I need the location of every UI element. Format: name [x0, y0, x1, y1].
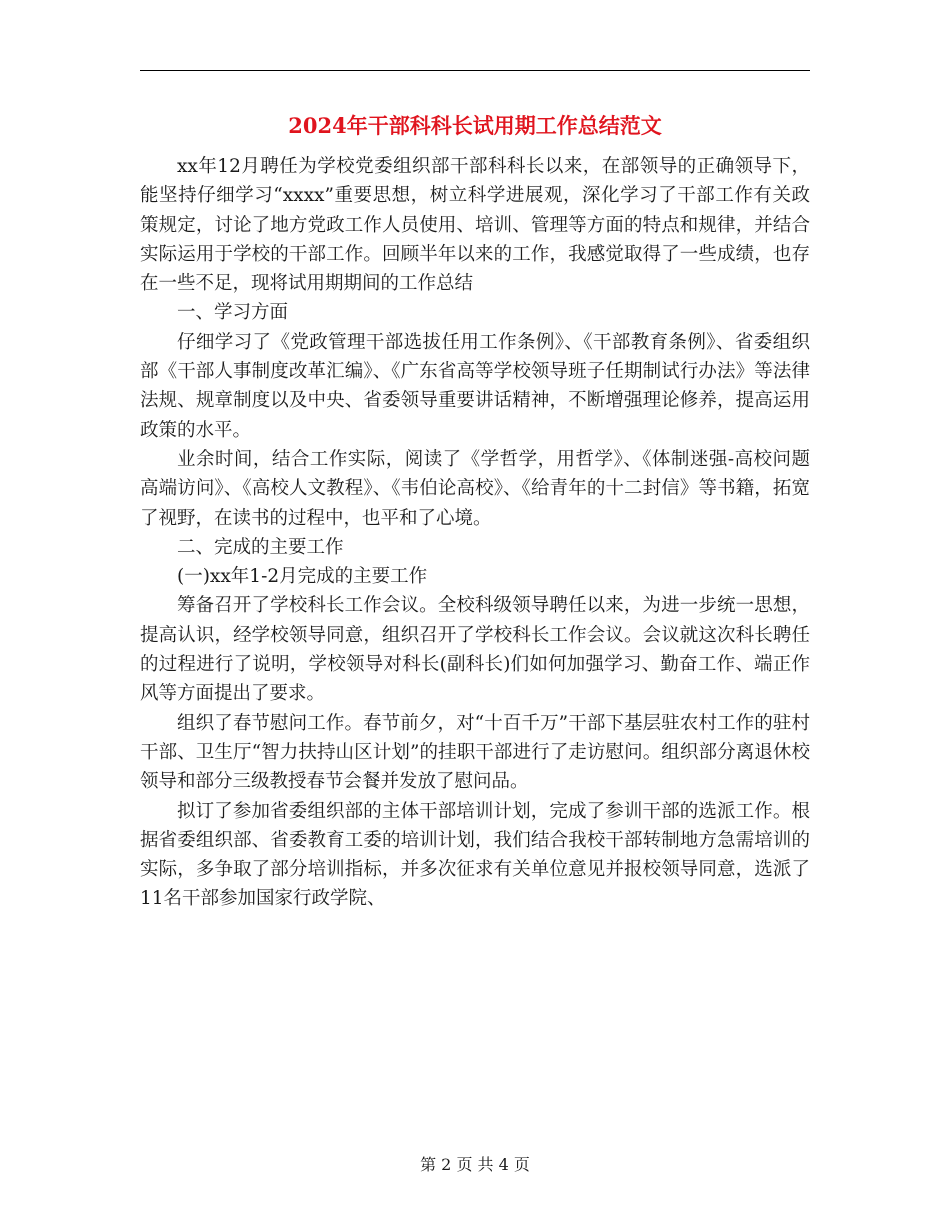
paragraph-study-regulations: 仔细学习了《党政管理干部选拔任用工作条例》、《干部教育条例》、省委组织部《干部人事制度改革汇编》、《广东省高等学校领导班子任期制试行办法》等法律法规、规章制度以及中央、省委领导重要讲话精神，不断增强理论修养，提高运用政策的水平。	[140, 331, 810, 441]
subsection-heading-jan-feb: (一)xx年1-2月完成的主要工作	[177, 566, 428, 588]
paragraph-spring-festival-visit: 组织了春节慰问工作。春节前夕，对“十百千万”干部下基层驻农村工作的驻村干部、卫生厅“智力扶持山区计划”的挂职干部进行了走访慰问。组织部分离退休校领导和部分三级教授春节会餐并发放了慰问品。	[140, 712, 810, 793]
paragraph-training-plan: 拟订了参加省委组织部的主体干部培训计划，完成了参训干部的选派工作。根据省委组织部、省委教育工委的培训计划，我们结合我校干部转制地方急需培训的实际，多争取了部分培训指标，并多次征求有关单位意见并报校领导同意，选派了11名干部参加国家行政学院、	[140, 800, 810, 910]
paragraph-section-chief-meeting: 筹备召开了学校科长工作会议。全校科级领导聘任以来，为进一步统一思想，提高认识，经学校领导同意，组织召开了学校科长工作会议。会议就这次科长聘任的过程进行了说明，学校领导对科长(副科长)们如何加强学习、勤奋工作、端正作风等方面提出了要求。	[140, 595, 810, 705]
page-footer: 第 2 页 共 4 页	[420, 1155, 530, 1174]
section-heading-study: 一、学习方面	[177, 302, 289, 324]
paragraph-intro: xx年12月聘任为学校党委组织部干部科科长以来，在部领导的正确领导下，能坚持仔细学习“xxxx”重要思想，树立科学进展观，深化学习了干部工作有关政策规定，讨论了地方党政工作人员使用、培训、管理等方面的特点和规律，并结合实际运用于学校的干部工作。回顾半年以来的工作，我感觉取得了一些成绩，也存在一些不足，现将试用期期间的工作总结	[140, 156, 810, 295]
section-heading-main-work: 二、完成的主要工作	[177, 536, 344, 558]
paragraph-study-reading: 业余时间，结合工作实际，阅读了《学哲学，用哲学》、《体制迷强-高校问题高端访问》、《高校人文教程》、《韦伯论高校》、《给青年的十二封信》等书籍，拓宽了视野，在读书的过程中，也平和了心境。	[140, 448, 810, 529]
header-rule	[140, 70, 810, 71]
document-title: 2024年干部科科长试用期工作总结范文	[288, 113, 662, 138]
document-body	[140, 152, 810, 914]
